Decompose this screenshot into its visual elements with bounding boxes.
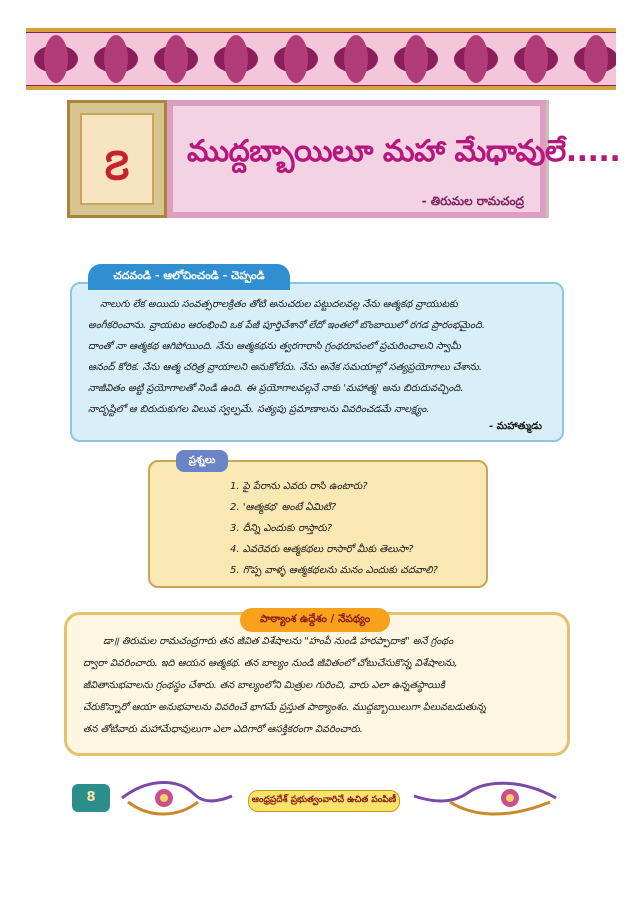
right-flourish-icon — [410, 776, 560, 820]
chapter-number-frame — [67, 100, 167, 218]
lesson-author: - తిరుమల రామచంద్ర — [421, 194, 524, 208]
chapter-number-panel — [80, 113, 154, 205]
read-think-tell-panel — [70, 282, 564, 442]
question-item: 3. దీన్ని ఎందుకు రాస్తారు? — [230, 523, 333, 534]
question-item: 1. పై పేరాను ఎవరు రాసి ఉంటారు? — [230, 481, 368, 492]
lesson-background-tab — [240, 608, 390, 632]
read-passage-line: నాదృష్టిలో ఆ బిరుదుకుగల విలువ స్వల్పమే. సత్యపు ప్రమాణాలను వివరించడమే నాలక్ష్యం. — [88, 404, 430, 415]
read-passage — [88, 294, 550, 420]
questions-list — [230, 476, 438, 581]
background-line: ద్వారా వివరించారు. ఇది ఆయన ఆత్మకథ. తన బాల్యం నుండి జీవితంలో చోటుచేసుకొన్న విశేషాలను, — [83, 658, 458, 669]
questions-panel — [148, 460, 488, 588]
read-passage-line: అంగీకరించాను. వ్రాయటం ఆరంభించి ఒక పేజీ పూర్తిచేశానో లేదో ఇంతలో బొంబాయిలో రగడ ప్రారంభమైంది. — [88, 320, 485, 331]
read-passage-line: నాజీవితం అట్టి ప్రయోగాలతో నిండి ఉంది. ఈ ప్రయోగాలవల్లనే నాకు 'మహాత్మ' అను బిరుదువచ్చింది. — [88, 383, 464, 394]
page-number-badge — [72, 784, 110, 812]
decorative-top-border — [26, 28, 616, 90]
read-section-heading: చదవండి - ఆలోచించండి - చెప్పండి — [113, 269, 265, 282]
question-item: 2. 'ఆత్మకథ' అంటే ఏమిటి? — [230, 502, 337, 513]
question-item: 5. గొప్ప వాళ్ళ ఆత్మకథలను మనం ఎందుకు చదవాలి? — [230, 565, 438, 576]
lesson-title-band — [167, 100, 621, 218]
lesson-background-panel — [64, 612, 570, 756]
question-item: 4. ఎవరెవరు ఆత్మకథలు రాసారో మీకు తెలుసా? — [230, 544, 414, 555]
background-line: జీవితానుభవాలను గ్రంథస్థం చేశారు. తన బాల్యంలోని మిత్రుల గురించి, వారు ఎలా ఉన్నతస్థాయికి — [83, 680, 445, 691]
read-section-tab — [88, 264, 290, 290]
lesson-background-text — [83, 631, 553, 741]
read-passage-line: నాలుగు లేక అయిదు సంవత్సరాలక్రితం తోటి అనుచరుల పట్టుదలవల్ల నేను ఆత్మకథ వ్రాయుటకు — [100, 299, 458, 310]
footer-distribution-label: ఆంధ్రప్రదేశ్ ప్రభుత్వంవారిచే ఉచిత పంపిణీ — [251, 795, 397, 805]
left-flourish-icon — [118, 776, 236, 820]
lesson-background-heading: పాఠ్యాంశ ఉద్దేశం / నేపథ్యం — [259, 613, 371, 625]
background-line: తన తోటివారు మహామేధావులుగా ఎలా ఎదిగారో ఆసక్తికరంగా వివరించారు. — [83, 724, 363, 735]
questions-tab — [176, 450, 228, 472]
chapter-number: ౭ — [104, 139, 130, 190]
read-passage-line: ఆనంద్ కోరిక. నేను ఆత్మ చరిత్ర వ్రాయాలని అనుకోలేదు. నేను అనేక సమయాల్లో సత్యప్రయోగాలు చేశాను. — [88, 362, 483, 373]
read-passage-signature: - మహాత్ముడు — [489, 421, 542, 432]
read-passage-line: దాంతో నా ఆత్మకథ ఆగిపోయింది. నేను ఆత్మకథను త్వరగారాసి గ్రంథరూపంలో ప్రచురించాలని స్వామీ — [88, 341, 461, 352]
questions-heading: ప్రశ్నలు — [188, 455, 216, 466]
page-number: 8 — [86, 790, 96, 805]
lesson-title-panel — [173, 106, 621, 212]
background-line: డా॥ తిరుమల రామచంద్రగారు తన జీవిత విశేషాలను "హంపీ నుండి హరప్పాదాక" అనే గ్రంథం — [103, 636, 454, 647]
lesson-title: ముద్దబ్బాయిలూ మహా మేధావులే..... — [187, 134, 621, 169]
background-line: చేరుకొన్నారో ఆయా అనుభవాలను వివరించే భాగమే ప్రస్తుత పాఠ్యాంశం. ముద్దబ్బాయిలుగా పిలువబడుతున్న — [83, 702, 486, 713]
footer-distribution-badge — [248, 790, 400, 812]
